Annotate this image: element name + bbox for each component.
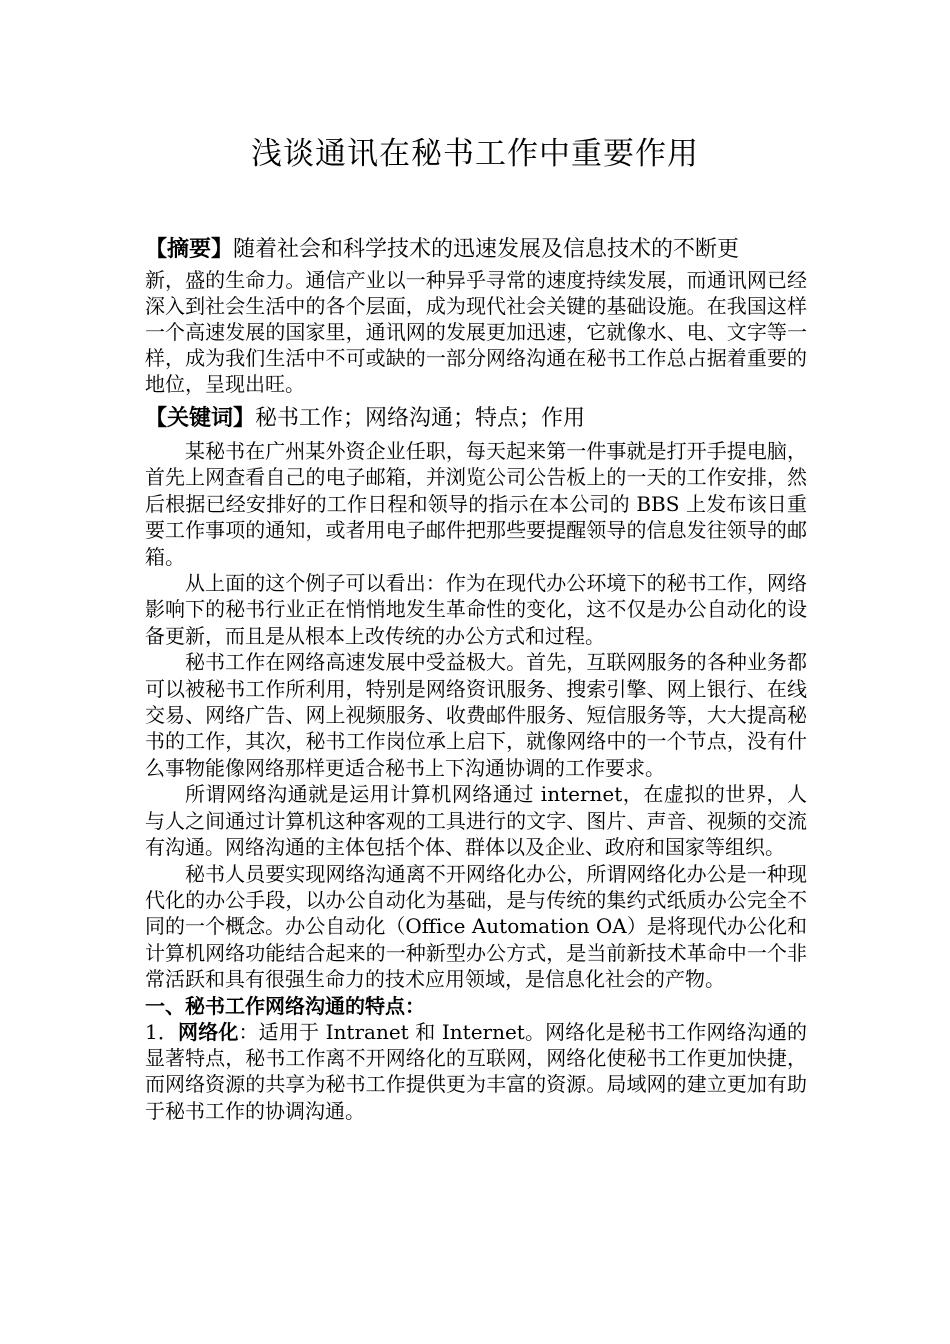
abstract-first-line (145, 234, 807, 265)
point-1-label: 网络化 (178, 1019, 239, 1044)
abstract-text: 新，盛的生命力。通信产业以一种异乎寻常的速度持续发展，而通讯网已经深入到社会生活中的各个层面，成为现代社会关键的基础设施。在我国这样一个高速发展的国家里，通讯网的发展更加迅速，它就像水、电、文字等一样，成为我们生活中不可或缺的一部分网络沟通在秘书工作总占据着重要的地位，呈现出旺。 (145, 268, 807, 396)
paragraph-4: 所谓网络沟通就是运用计算机网络通过 internet，在虚拟的世界，人与人之间通过计算机这种客观的工具进行的文字、图片、声音、视频的交流有沟通。网络沟通的主体包括个体、群体以及企业、政府和国家等组织。 (145, 782, 807, 860)
point-1 (145, 1019, 807, 1125)
keywords-label: 【关键词】 (145, 405, 256, 431)
keywords-text: 秘书工作；网络沟通；特点；作用 (255, 406, 586, 431)
abstract-first-text: 随着社会和科学技术的迅速发展及信息技术的不断更 (233, 237, 740, 262)
paragraph-5: 秘书人员要实现网络沟通离不开网络化办公，所谓网络化办公是一种现代化的办公手段，以办公自动化为基础，是与传统的集约式纸质办公完全不同的一个概念。办公自动化（Office Automation OA）是将现代办公化和计算机网络功能结合起来的一种新型办公方式，是当前新技术革命中一个非常活跃和具有很强生命力的技术应用领域，是信息化社会的产物。 (145, 861, 807, 992)
point-1-number: 1． (145, 1019, 179, 1044)
document-title: 浅谈通讯在秘书工作中重要作用 (251, 136, 699, 172)
point-1-text: ：适用于 Intranet 和 Internet。网络化是秘书工作网络沟通的显著特点，秘书工作离不开网络化的互联网，网络化使秘书工作更加快捷，而网络资源的共享为秘书工作提供更为丰富的资源。局域网的建立更加有助于秘书工作的协调沟通。 (145, 1019, 807, 1123)
document-body (145, 234, 807, 1124)
paragraph-1: 某秘书在广州某外资企业任职，每天起来第一件事就是打开手提电脑，首先上网查看自己的电子邮箱，并浏览公司公告板上的一天的工作安排，然后根据已经安排好的工作日程和领导的指示在本公司的 BBS 上发布该日重要工作事项的通知，或者用电子邮件把那些要提醒领导的信息发往领导的邮箱。 (145, 439, 807, 569)
paragraph-3: 秘书工作在网络高速发展中受益极大。首先，互联网服务的各种业务都可以被秘书工作所利用，特别是网络资讯服务、搜索引擎、网上银行、在线交易、网络广告、网上视频服务、收费邮件服务、短信服务等，大大提高秘书的工作，其次，秘书工作岗位承上启下，就像网络中的一个节点，没有什么事物能像网络那样更适合秘书上下沟通协调的工作要求。 (145, 650, 807, 780)
abstract-label: 【摘要】 (145, 236, 234, 262)
keywords-line (145, 403, 807, 434)
section-heading: 一、秘书工作网络沟通的特点： (145, 993, 425, 1018)
paragraph-2: 从上面的这个例子可以看出：作为在现代办公环境下的秘书工作，网络影响下的秘书行业正在悄悄地发生革命性的变化，这不仅是办公自动化的设备更新，而且是从根本上改传统的办公方式和过程。 (145, 571, 807, 648)
